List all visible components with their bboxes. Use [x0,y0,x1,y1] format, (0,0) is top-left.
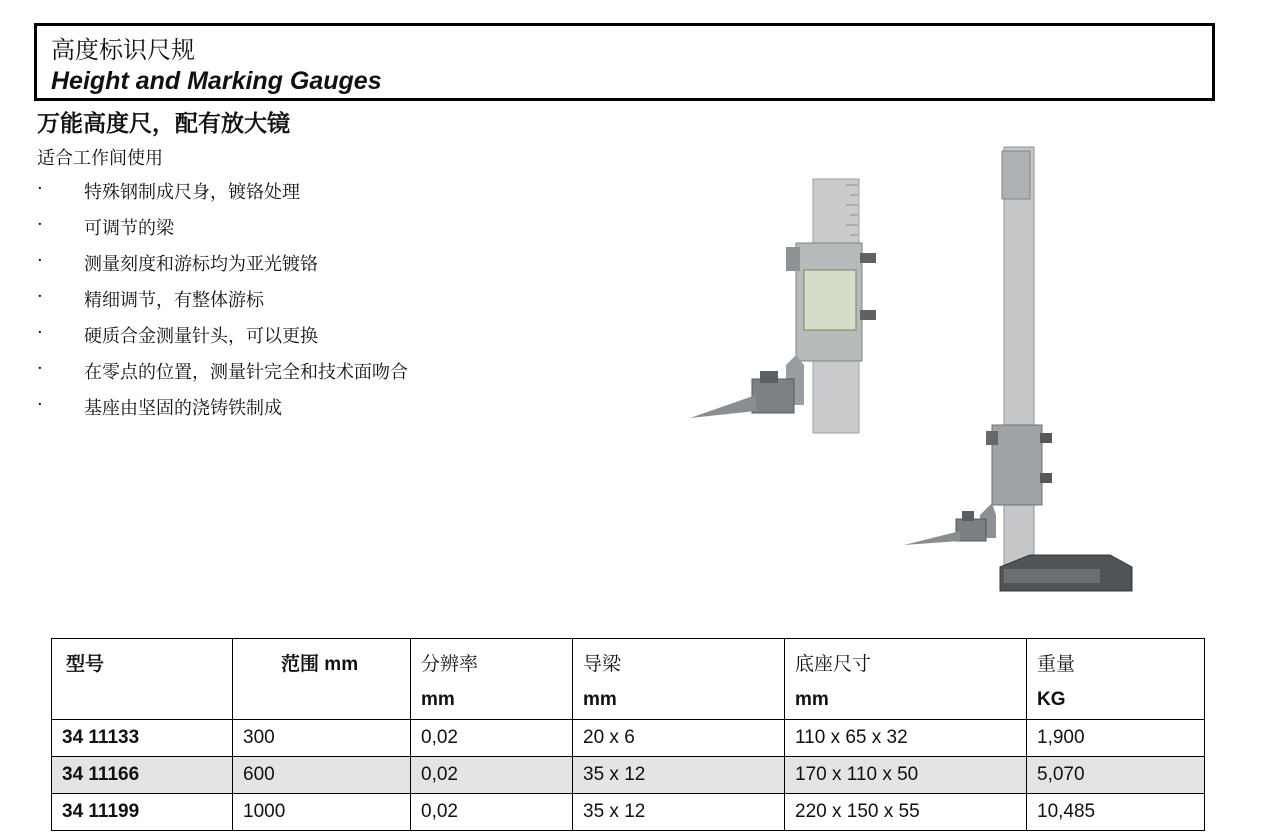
cell-model: 34 11199 [52,794,233,831]
cell-guide-beam: 35 x 12 [573,757,785,794]
feature-item [37,286,408,322]
bullet: · [37,358,43,379]
feature-text: 精细调节，有整体游标 [84,290,264,311]
feature-text: 在零点的位置，测量针完全和技术面吻合 [84,362,408,383]
bullet: · [37,286,43,307]
bullet: · [37,250,43,271]
table-row [52,720,1205,757]
cell-weight: 5,070 [1027,757,1205,794]
cell-range: 1000 [233,794,411,831]
header-range: 范围 mm [233,639,411,720]
feature-text: 基座由坚固的浇铸铁制成 [84,398,282,419]
feature-text: 硬质合金测量针头，可以更换 [84,326,318,347]
header-guide-beam: 导梁 mm [573,639,785,720]
cell-weight: 10,485 [1027,794,1205,831]
header-resolution: 分辨率 mm [411,639,573,720]
bullet: · [37,394,43,415]
intro-text: 适合工作间使用 [37,148,163,169]
gauge-closeup-image [686,175,886,435]
feature-item [37,322,408,358]
title-box [34,23,1215,101]
feature-item [37,358,408,394]
feature-item [37,394,408,430]
title-english: Height and Marking Gauges [51,67,382,95]
header-weight: 重量 KG [1027,639,1205,720]
bullet: · [37,178,43,199]
table-header-row [52,639,1205,720]
feature-list [37,178,408,430]
cell-resolution: 0,02 [411,757,573,794]
cell-range: 600 [233,757,411,794]
header-base-size: 底座尺寸 mm [785,639,1027,720]
header-model: 型号 [52,639,233,720]
feature-item [37,250,408,286]
height-gauge-image [900,143,1140,603]
cell-guide-beam: 35 x 12 [573,794,785,831]
specs-table [51,638,1205,831]
cell-base-size: 110 x 65 x 32 [785,720,1027,757]
cell-base-size: 220 x 150 x 55 [785,794,1027,831]
product-subtitle: 万能高度尺，配有放大镜 [37,110,290,137]
cell-model: 34 11133 [52,720,233,757]
cell-model: 34 11166 [52,757,233,794]
cell-resolution: 0,02 [411,720,573,757]
feature-text: 特殊钢制成尺身，镀铬处理 [84,182,300,203]
cell-weight: 1,900 [1027,720,1205,757]
bullet: · [37,214,43,235]
feature-text: 可调节的梁 [84,218,174,239]
table-row [52,794,1205,831]
cell-resolution: 0,02 [411,794,573,831]
feature-text: 测量刻度和游标均为亚光镀铬 [84,254,318,275]
title-chinese: 高度标识尺规 [51,36,195,64]
feature-item [37,214,408,250]
table-row [52,757,1205,794]
cell-guide-beam: 20 x 6 [573,720,785,757]
cell-range: 300 [233,720,411,757]
cell-base-size: 170 x 110 x 50 [785,757,1027,794]
bullet: · [37,322,43,343]
feature-item [37,178,408,214]
